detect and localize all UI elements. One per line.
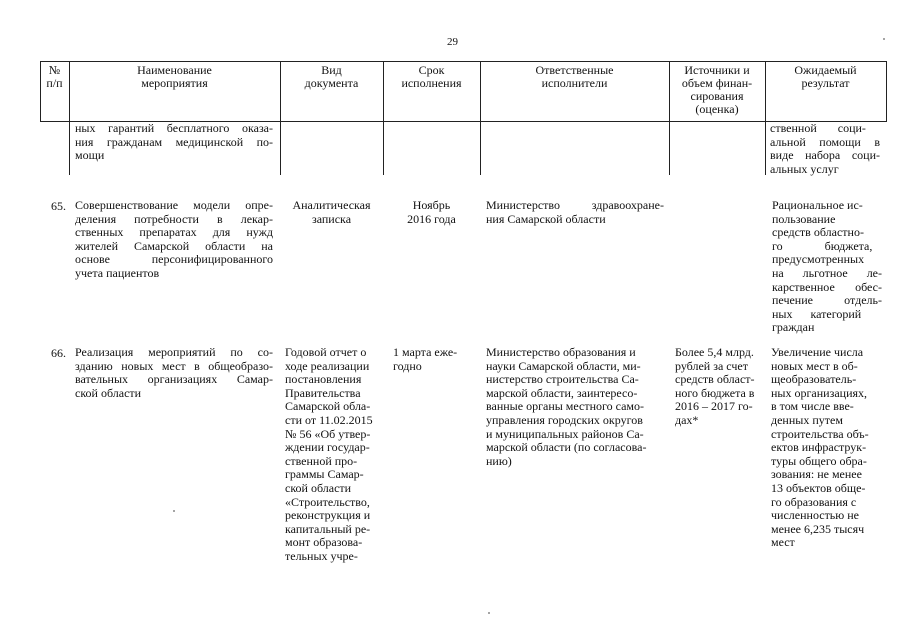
text-line: жителей Самарской области на xyxy=(75,238,273,253)
text-line: го образования с xyxy=(771,494,857,509)
text-line: Министерство здравоохране- xyxy=(486,198,664,212)
text-line: граждан xyxy=(772,320,815,335)
row-66-deadline xyxy=(393,346,478,373)
header-responsible xyxy=(480,64,669,90)
column-divider xyxy=(886,61,887,121)
text-line: строительства объ- xyxy=(771,426,869,441)
text-line: альных услуг xyxy=(770,161,839,176)
text-line: капитальный ре- xyxy=(285,521,371,536)
text-line: Самарской обла- xyxy=(285,399,371,414)
text-line: зданию новых мест в общеобразо- xyxy=(75,358,273,373)
text-line: ственной про- xyxy=(285,453,358,468)
table-top-border xyxy=(40,61,887,62)
text-line: менее 6,235 тысяч xyxy=(771,521,865,536)
row-65-responsible xyxy=(486,199,664,226)
text-line: денных путем xyxy=(771,412,843,427)
text-line: на льготное ле- xyxy=(772,265,882,280)
text-line: ждении государ- xyxy=(285,440,370,455)
text-line: марской области (по согласова- xyxy=(486,440,647,455)
header-deadline xyxy=(383,64,480,90)
text-line: постановления xyxy=(285,372,362,387)
text-line: 2016 – 2017 го- xyxy=(675,399,753,414)
page-number: 29 xyxy=(447,36,458,48)
header-funding-text: Источники и объем финан- сирования (оценка) xyxy=(681,63,753,116)
header-document xyxy=(280,64,383,90)
text-line: мест xyxy=(771,535,795,550)
text-line: нию) xyxy=(486,453,512,468)
row-66-funding xyxy=(675,346,765,428)
text-line: деления потребности в лекар- xyxy=(75,211,273,226)
text-line: дах* xyxy=(675,412,699,427)
row-66-name xyxy=(75,346,273,400)
text-line: ния гражданам медицинской по- xyxy=(75,134,273,149)
scan-speck xyxy=(883,38,885,40)
header-number xyxy=(40,64,69,90)
text-line: годно xyxy=(393,358,422,373)
text-line: ектов инфраструк- xyxy=(771,440,867,455)
text-line: управления городских округов xyxy=(486,412,643,427)
text-line: монт образова- xyxy=(285,535,363,550)
text-line: рублей за счет xyxy=(675,358,748,373)
text-line: 13 объектов обще- xyxy=(771,480,866,495)
scan-speck xyxy=(488,612,490,614)
row-65-name xyxy=(75,199,273,281)
column-divider-continued xyxy=(69,121,70,175)
text-line: Реализация мероприятий по со- xyxy=(75,345,273,359)
text-line: 2016 года xyxy=(407,211,456,226)
text-line: Правительства xyxy=(285,385,361,400)
text-line: новых мест в об- xyxy=(771,358,858,373)
text-line: ния Самарской области xyxy=(486,211,606,226)
text-line: Рациональное ис- xyxy=(772,198,863,212)
text-line: № 56 «Об утвер- xyxy=(285,426,371,441)
continued-result xyxy=(770,122,880,176)
text-line: виде набора соци- xyxy=(770,148,880,163)
text-line: предусмотренных xyxy=(772,252,865,267)
header-deadline-text: Срок исполнения xyxy=(401,63,462,90)
row-65-result xyxy=(772,199,882,335)
header-number-text: № п/п xyxy=(46,63,63,90)
header-funding xyxy=(669,64,765,116)
text-line: Годовой отчет о xyxy=(285,345,367,359)
text-line: ственных препаратах для нужд xyxy=(75,225,273,240)
text-line: Совершенствование модели опре- xyxy=(75,198,273,212)
text-line: основе персонифицированного xyxy=(75,252,273,267)
text-line: «Строительство, xyxy=(285,494,370,509)
row-66-responsible xyxy=(486,346,664,468)
text-line: ванные органы местного само- xyxy=(486,399,645,414)
text-line: ных гарантий бесплатного оказа- xyxy=(75,121,273,135)
column-divider-continued xyxy=(669,121,670,175)
text-line: Более 5,4 млрд. xyxy=(675,345,754,359)
text-line: го бюджета, xyxy=(772,238,873,253)
row-65-document xyxy=(280,199,383,226)
row-number: 66. xyxy=(51,346,66,360)
header-document-text: Вид документа xyxy=(304,63,359,90)
text-line: Аналитическая xyxy=(292,198,371,212)
text-line: мощи xyxy=(75,148,105,163)
text-line: Увеличение числа xyxy=(771,345,864,359)
text-line: ходе реализации xyxy=(285,358,370,373)
text-line: нистерство строительства Са- xyxy=(486,372,639,387)
header-responsible-text: Ответственные исполнители xyxy=(535,63,614,90)
text-line: 1 марта еже- xyxy=(393,345,458,359)
text-line: тельных учре- xyxy=(285,548,358,563)
row-66-result xyxy=(771,346,883,550)
header-result xyxy=(765,64,886,90)
text-line: сти от 11.02.2015 xyxy=(285,412,373,427)
text-line: ных организациях, xyxy=(771,385,868,400)
row-66-document xyxy=(285,346,380,564)
text-line: щеобразователь- xyxy=(771,372,857,387)
text-line: реконструкция и xyxy=(285,508,371,523)
text-line: в том числе вве- xyxy=(771,399,854,414)
text-line: туры общего обра- xyxy=(771,453,867,468)
header-result-text: Ожидаемый результат xyxy=(794,63,857,90)
text-line: ской области xyxy=(285,480,352,495)
text-line: Ноябрь xyxy=(412,198,451,212)
text-line: ственной соци- xyxy=(770,121,866,135)
text-line: записка xyxy=(311,211,352,226)
text-line: науки Самарской области, ми- xyxy=(486,358,641,373)
text-line: марской области, заинтересо- xyxy=(486,385,638,400)
text-line: пользование xyxy=(772,211,836,226)
text-line: средств област- xyxy=(675,372,755,387)
text-line: зования: не менее xyxy=(771,467,862,482)
header-name-text: Наименование мероприятия xyxy=(137,63,212,90)
text-line: ного бюджета в xyxy=(675,385,755,400)
text-line: альной помощи в xyxy=(770,134,880,149)
text-line: вательных организациях Самар- xyxy=(75,372,273,387)
scan-speck xyxy=(173,510,175,512)
text-line: Министерство образования и xyxy=(486,345,636,359)
row-65-deadline xyxy=(383,199,480,226)
row-number: 65. xyxy=(51,199,66,213)
continued-name xyxy=(75,122,273,163)
text-line: граммы Самар- xyxy=(285,467,364,482)
column-divider-continued xyxy=(383,121,384,175)
text-line: ской области xyxy=(75,385,142,400)
column-divider-continued xyxy=(765,121,766,175)
text-line: численностью не xyxy=(771,508,859,523)
text-line: ных категорий xyxy=(772,306,862,321)
header-name xyxy=(69,64,280,90)
text-line: карственное обес- xyxy=(772,279,882,294)
text-line: средств областно- xyxy=(772,225,864,240)
column-divider-continued xyxy=(480,121,481,175)
column-divider-continued xyxy=(280,121,281,175)
text-line: печение отдель- xyxy=(772,293,882,308)
text-line: учета пациентов xyxy=(75,265,160,280)
text-line: и муниципальных районов Са- xyxy=(486,426,644,441)
